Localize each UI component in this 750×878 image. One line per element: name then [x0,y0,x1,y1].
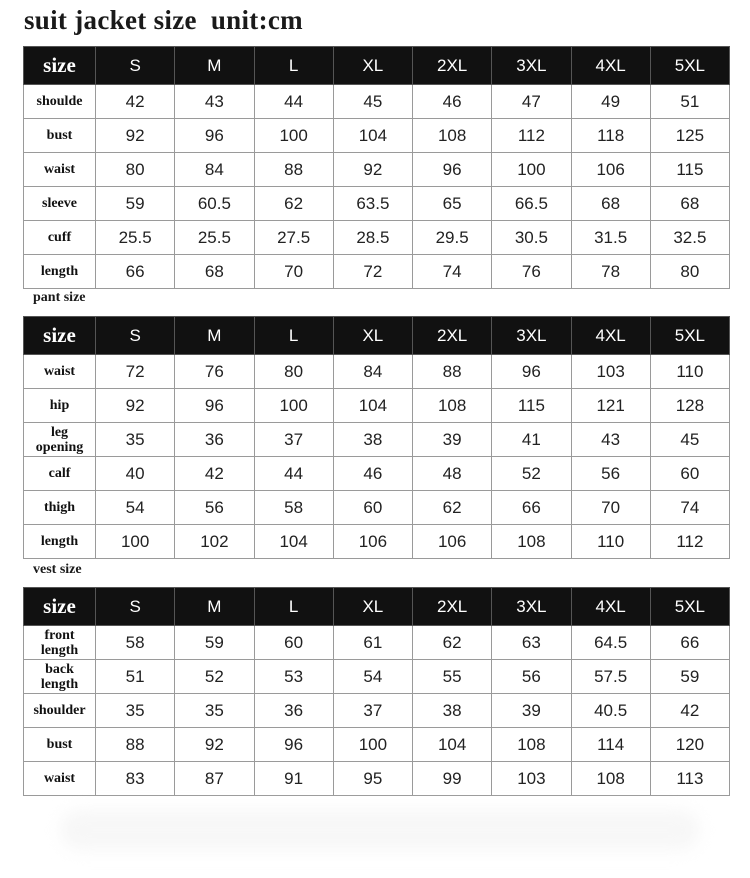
measurement-cell: 80 [650,255,729,289]
measurement-cell: 29.5 [413,221,492,255]
measurement-cell: 52 [175,660,254,694]
measurement-cell: 88 [96,728,175,762]
measurement-cell: 54 [96,491,175,525]
measurement-cell: 92 [333,153,412,187]
measurement-cell: 58 [96,626,175,660]
page-title: suit jacket size unit:cm [24,5,303,35]
measurement-cell: 95 [333,762,412,796]
measurement-cell: 62 [413,626,492,660]
size-column-header: 2XL [413,317,492,355]
measurement-cell: 35 [96,423,175,457]
measurement-cell: 38 [333,423,412,457]
measurement-label: leg opening [24,423,96,457]
measurement-cell: 113 [650,762,729,796]
table-body [24,626,730,796]
measurement-label: waist [24,762,96,796]
measurement-label: length [24,255,96,289]
measurement-cell: 100 [254,389,333,423]
measurement-cell: 53 [254,660,333,694]
table-row [24,660,730,694]
measurement-label: waist [24,153,96,187]
measurement-cell: 45 [333,85,412,119]
size-column-header: 4XL [571,317,650,355]
measurement-cell: 43 [175,85,254,119]
measurement-cell: 51 [96,660,175,694]
measurement-cell: 96 [492,355,571,389]
measurement-cell: 114 [571,728,650,762]
measurement-label: bust [24,119,96,153]
measurement-cell: 106 [571,153,650,187]
table-row [24,153,730,187]
table-body [24,355,730,559]
size-header-label: size [24,588,96,626]
measurement-cell: 104 [333,119,412,153]
measurement-cell: 35 [96,694,175,728]
table-row [24,626,730,660]
measurement-cell: 59 [175,626,254,660]
measurement-cell: 66 [96,255,175,289]
measurement-cell: 42 [96,85,175,119]
measurement-cell: 60 [650,457,729,491]
measurement-cell: 51 [650,85,729,119]
measurement-cell: 70 [254,255,333,289]
measurement-cell: 46 [413,85,492,119]
table-row [24,762,730,796]
measurement-cell: 88 [254,153,333,187]
measurement-cell: 115 [650,153,729,187]
measurement-label: cuff [24,221,96,255]
measurement-cell: 64.5 [571,626,650,660]
size-column-header: 2XL [413,47,492,85]
measurement-cell: 87 [175,762,254,796]
measurement-cell: 30.5 [492,221,571,255]
measurement-cell: 31.5 [571,221,650,255]
table-row [24,728,730,762]
measurement-cell: 52 [492,457,571,491]
measurement-cell: 108 [492,728,571,762]
measurement-cell: 100 [254,119,333,153]
size-header-label: size [24,47,96,85]
measurement-cell: 106 [333,525,412,559]
measurement-cell: 66.5 [492,187,571,221]
measurement-cell: 76 [175,355,254,389]
measurement-cell: 25.5 [96,221,175,255]
table-row [24,525,730,559]
size-column-header: 3XL [492,317,571,355]
measurement-cell: 61 [333,626,412,660]
measurement-cell: 104 [413,728,492,762]
measurement-cell: 68 [175,255,254,289]
measurement-cell: 36 [175,423,254,457]
table-row [24,355,730,389]
measurement-cell: 128 [650,389,729,423]
measurement-cell: 72 [333,255,412,289]
measurement-cell: 58 [254,491,333,525]
measurement-cell: 74 [650,491,729,525]
table-row [24,491,730,525]
size-column-header: XL [333,588,412,626]
measurement-cell: 44 [254,85,333,119]
measurement-cell: 96 [175,119,254,153]
measurement-cell: 35 [175,694,254,728]
measurement-cell: 103 [492,762,571,796]
size-column-header: M [175,47,254,85]
size-column-header: 4XL [571,588,650,626]
size-column-header: 3XL [492,588,571,626]
size-column-header: 5XL [650,588,729,626]
size-column-header: M [175,588,254,626]
measurement-label: shoulder [24,694,96,728]
measurement-cell: 110 [650,355,729,389]
measurement-cell: 49 [571,85,650,119]
measurement-label: sleeve [24,187,96,221]
background-smudge [60,810,700,850]
measurement-cell: 70 [571,491,650,525]
measurement-cell: 106 [413,525,492,559]
measurement-cell: 104 [333,389,412,423]
measurement-cell: 46 [333,457,412,491]
measurement-label: hip [24,389,96,423]
measurement-cell: 74 [413,255,492,289]
table-row [24,694,730,728]
measurement-cell: 100 [96,525,175,559]
measurement-cell: 84 [333,355,412,389]
measurement-cell: 56 [492,660,571,694]
size-header-label: size [24,317,96,355]
measurement-cell: 110 [571,525,650,559]
measurement-cell: 43 [571,423,650,457]
size-column-header: S [96,588,175,626]
measurement-cell: 57.5 [571,660,650,694]
size-column-header: XL [333,317,412,355]
measurement-cell: 54 [333,660,412,694]
size-column-header: S [96,317,175,355]
size-column-header: M [175,317,254,355]
table-row [24,187,730,221]
measurement-cell: 80 [254,355,333,389]
measurement-cell: 40 [96,457,175,491]
size-column-header: S [96,47,175,85]
table-row [24,119,730,153]
measurement-cell: 65 [413,187,492,221]
measurement-cell: 112 [492,119,571,153]
measurement-cell: 60.5 [175,187,254,221]
header-row [24,47,730,85]
size-column-header: 5XL [650,317,729,355]
measurement-cell: 125 [650,119,729,153]
measurement-label: thigh [24,491,96,525]
measurement-cell: 108 [492,525,571,559]
measurement-cell: 63.5 [333,187,412,221]
measurement-label: shoulde [24,85,96,119]
size-column-header: 3XL [492,47,571,85]
measurement-cell: 56 [571,457,650,491]
measurement-cell: 72 [96,355,175,389]
measurement-cell: 63 [492,626,571,660]
measurement-cell: 96 [175,389,254,423]
measurement-label: back length [24,660,96,694]
measurement-cell: 108 [571,762,650,796]
header-row [24,317,730,355]
table-row [24,389,730,423]
measurement-cell: 104 [254,525,333,559]
measurement-cell: 92 [175,728,254,762]
table-row [24,221,730,255]
measurement-cell: 39 [492,694,571,728]
measurement-cell: 68 [650,187,729,221]
size-column-header: 5XL [650,47,729,85]
measurement-cell: 28.5 [333,221,412,255]
measurement-cell: 55 [413,660,492,694]
measurement-cell: 83 [96,762,175,796]
measurement-cell: 37 [254,423,333,457]
measurement-cell: 121 [571,389,650,423]
size-column-header: XL [333,47,412,85]
table-row [24,85,730,119]
measurement-cell: 100 [492,153,571,187]
measurement-cell: 56 [175,491,254,525]
measurement-cell: 100 [333,728,412,762]
measurement-cell: 27.5 [254,221,333,255]
measurement-cell: 62 [254,187,333,221]
size-column-header: 2XL [413,588,492,626]
measurement-cell: 80 [96,153,175,187]
measurement-cell: 44 [254,457,333,491]
measurement-cell: 108 [413,119,492,153]
measurement-cell: 25.5 [175,221,254,255]
measurement-cell: 47 [492,85,571,119]
measurement-cell: 84 [175,153,254,187]
measurement-cell: 42 [650,694,729,728]
measurement-cell: 96 [254,728,333,762]
pant-size-label: pant size [33,290,86,305]
size-column-header: L [254,47,333,85]
table-row [24,255,730,289]
jacket-size-table [23,46,730,289]
measurement-cell: 66 [492,491,571,525]
header-row [24,588,730,626]
measurement-cell: 36 [254,694,333,728]
size-column-header: L [254,588,333,626]
measurement-cell: 42 [175,457,254,491]
measurement-cell: 99 [413,762,492,796]
measurement-cell: 92 [96,389,175,423]
measurement-cell: 39 [413,423,492,457]
measurement-cell: 78 [571,255,650,289]
measurement-cell: 68 [571,187,650,221]
measurement-cell: 32.5 [650,221,729,255]
size-column-header: 4XL [571,47,650,85]
measurement-cell: 60 [254,626,333,660]
measurement-cell: 40.5 [571,694,650,728]
measurement-cell: 88 [413,355,492,389]
measurement-cell: 59 [650,660,729,694]
table-row [24,423,730,457]
measurement-cell: 37 [333,694,412,728]
measurement-cell: 59 [96,187,175,221]
measurement-cell: 112 [650,525,729,559]
measurement-cell: 118 [571,119,650,153]
measurement-cell: 120 [650,728,729,762]
measurement-cell: 62 [413,491,492,525]
measurement-cell: 91 [254,762,333,796]
measurement-label: front length [24,626,96,660]
measurement-cell: 108 [413,389,492,423]
measurement-cell: 66 [650,626,729,660]
measurement-cell: 103 [571,355,650,389]
measurement-cell: 115 [492,389,571,423]
vest-size-label: vest size [33,562,82,577]
measurement-label: bust [24,728,96,762]
measurement-cell: 48 [413,457,492,491]
measurement-label: waist [24,355,96,389]
table-row [24,457,730,491]
measurement-cell: 38 [413,694,492,728]
pant-size-table [23,316,730,559]
measurement-cell: 60 [333,491,412,525]
measurement-cell: 45 [650,423,729,457]
measurement-cell: 41 [492,423,571,457]
measurement-cell: 96 [413,153,492,187]
measurement-cell: 76 [492,255,571,289]
measurement-label: length [24,525,96,559]
measurement-cell: 102 [175,525,254,559]
table-body [24,85,730,289]
measurement-label: calf [24,457,96,491]
size-column-header: L [254,317,333,355]
vest-size-table [23,587,730,796]
measurement-cell: 92 [96,119,175,153]
